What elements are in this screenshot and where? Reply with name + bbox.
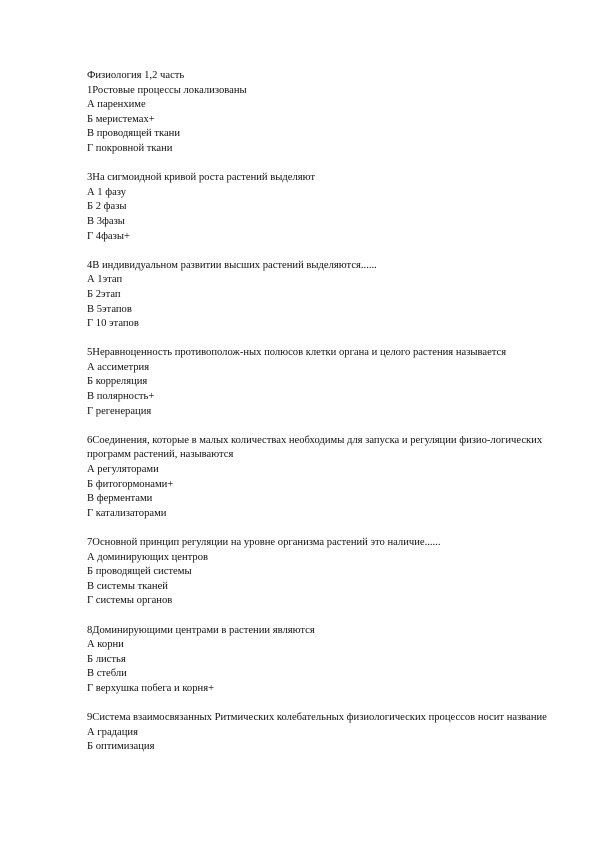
answer-option: В проводящей ткани [87,128,180,140]
question-block [87,171,557,244]
question-text: 6Соединения, которые в малых количествах необходимы для запуска и регуляции физио-логических программ растений, называются [87,434,543,461]
question-block [87,434,557,522]
document-content [87,69,557,770]
answer-option: Б корреляция [87,376,148,388]
answer-option: Г покровной ткани [87,142,173,154]
question-text: 5Неравноценность противополож-ных полюсов клетки органа и целого растения называется [87,347,507,359]
answer-option: Б проводящей системы [87,566,192,578]
question-text: 4В индивидуальном развитии высших растений выделяются...... [87,259,377,271]
answer-option: Б оптимизация [87,741,155,753]
question-list [87,84,557,755]
answer-option: А паренхиме [87,99,146,111]
question-block [87,346,557,419]
answer-option: Б меристемах+ [87,113,155,125]
answer-option: Б листья [87,653,126,665]
answer-option: В ферментами [87,493,153,505]
question-block [87,536,557,609]
answer-option: В стебли [87,668,127,680]
question-text: 1Ростовые процессы локализованы [87,84,247,96]
answer-option: Б 2этап [87,288,121,300]
question-block [87,711,557,755]
answer-option: А регуляторами [87,464,159,476]
answer-option: А ассиметрия [87,361,150,373]
answer-option: Б 2 фазы [87,201,127,213]
question-text: 7Основной принцип регуляции на уровне организма растений это наличие...... [87,537,441,548]
document-title: Физиология 1,2 часть [87,70,185,81]
question-block [87,259,557,332]
question-block [87,84,557,157]
answer-option: А градация [87,726,138,738]
answer-option: Г системы органов [87,595,173,607]
answer-option: Б фитогормонами+ [87,478,174,490]
question-text: 8Доминирующими центрами в растении являются [87,624,315,636]
answer-option: А 1этап [87,274,123,286]
answer-option: А корни [87,639,124,651]
question-text: 9Система взаимосвязанных Ритмических колебательных физиологических процессов носит название [87,712,547,724]
answer-option: В 3фазы [87,215,125,227]
answer-option: Г регенерация [87,405,152,417]
answer-option: Г верхушка побега и корня+ [87,682,215,694]
answer-option: В системы тканей [87,580,168,592]
question-block [87,624,557,697]
answer-option: Г 10 этапов [87,318,139,330]
question-text: 3На сигмоидной кривой роста растений выделяют [87,172,316,184]
answer-option: В 5этапов [87,303,132,315]
answer-option: Г катализаторами [87,507,167,519]
answer-option: В полярность+ [87,391,155,403]
answer-option: Г 4фазы+ [87,230,130,242]
answer-option: А доминирующих центров [87,551,209,563]
answer-option: А 1 фазу [87,186,127,198]
